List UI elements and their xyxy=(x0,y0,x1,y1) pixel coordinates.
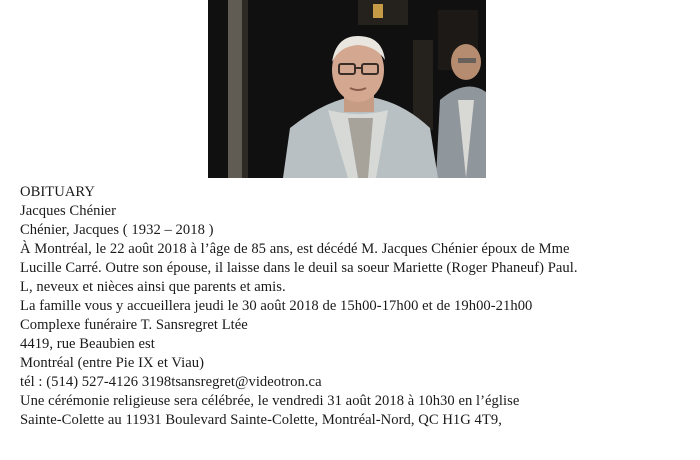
name-with-dates: Chénier, Jacques ( 1932 – 2018 ) xyxy=(20,222,214,238)
visitation-line: La famille vous y accueillera jeudi le 30 août 2018 de 15h00-17h00 et de 19h00-21h00 xyxy=(20,298,533,314)
address-city: Montréal (entre Pie IX et Viau) xyxy=(20,355,204,371)
ceremony-line-1: Une cérémonie religieuse sera célébrée, le vendredi 31 août 2018 à 10h30 en l’église xyxy=(20,393,520,409)
portrait-photo xyxy=(208,0,486,178)
contact-line: tél : (514) 527-4126 3198tsansregret@videotron.ca xyxy=(20,374,322,390)
address-street: 4419, rue Beaubien est xyxy=(20,336,155,352)
obituary-heading: OBITUARY xyxy=(20,184,95,200)
ceremony-line-2: Sainte-Colette au 11931 Boulevard Sainte-Colette, Montréal-Nord, QC H1G 4T9, xyxy=(20,412,502,428)
body-line-3: L, neveux et nièces ainsi que parents et amis. xyxy=(20,279,286,295)
deceased-name: Jacques Chénier xyxy=(20,203,116,219)
funeral-home-name: Complexe funéraire T. Sansregret Ltée xyxy=(20,317,248,333)
portrait-illustration xyxy=(208,0,486,178)
body-line-1: À Montréal, le 22 août 2018 à l’âge de 85 ans, est décédé M. Jacques Chénier époux de Mme xyxy=(20,241,570,257)
obituary-text xyxy=(20,183,690,430)
body-line-2: Lucille Carré. Outre son épouse, il laisse dans le deuil sa soeur Mariette (Roger Phaneuf) Paul. xyxy=(20,260,578,276)
